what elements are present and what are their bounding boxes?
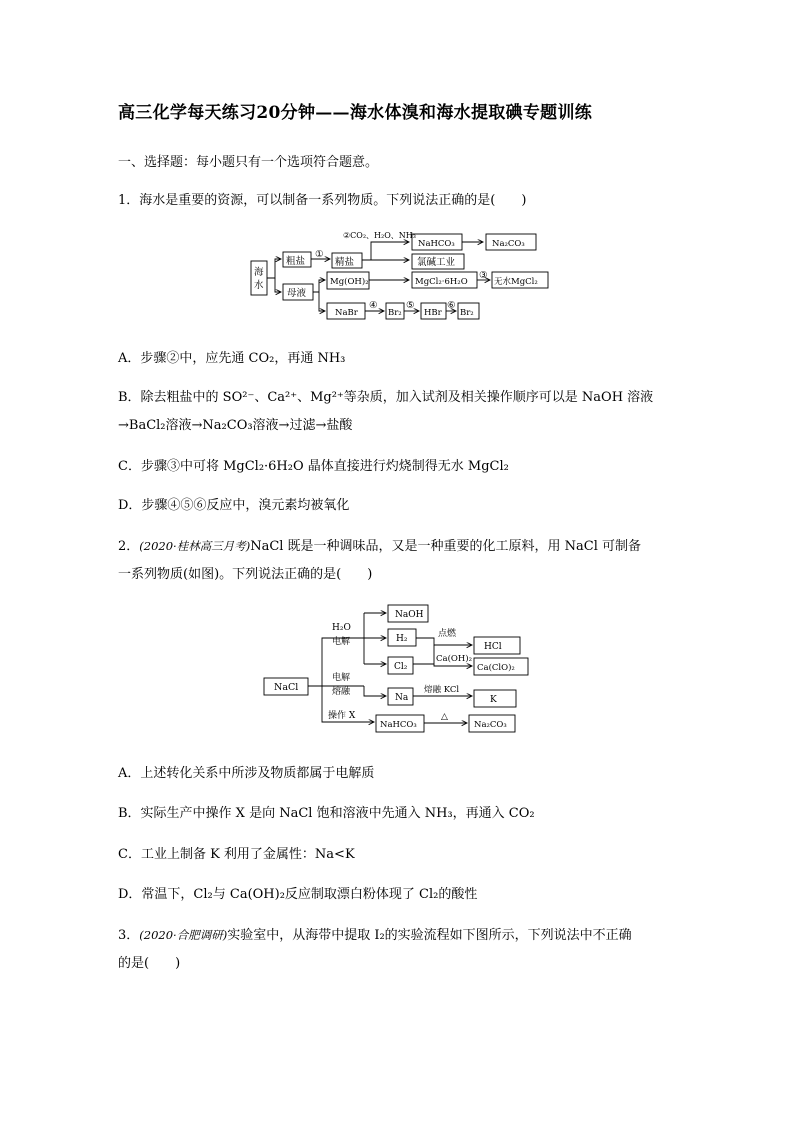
q2-source: (2020·桂林高三月考): [139, 539, 251, 553]
q2-flow-diagram: [262, 600, 532, 740]
q1-option-b-line1: B．除去粗盐中的 SO²⁻、Ca²⁺、Mg²⁺等杂质，加入试剂及相关操作顺序可以是 NaOH 溶液: [118, 390, 654, 405]
q3-number: 3．: [118, 928, 140, 943]
step3-label: ③: [479, 270, 488, 281]
caoh2-label: Ca(OH)₂: [436, 654, 472, 664]
cl2-label: Cl₂: [394, 662, 408, 672]
ignite-label: 点燃: [438, 629, 457, 639]
q1-option-c: C．步骤③中可将 MgCl₂·6H₂O 晶体直接进行灼烧制得无水 MgCl₂: [118, 459, 509, 474]
q2-stem-rest: NaCl 既是一种调味品，又是一种重要的化工原料，用 NaCl 可制备: [250, 539, 642, 554]
anhydrous-mgcl2-label: 无水MgCl₂: [494, 277, 538, 287]
caclo2-label: Ca(ClO)₂: [477, 663, 515, 673]
mgoh2-label: Mg(OH)₂: [330, 277, 369, 287]
nahco3-label: NaHCO₃: [418, 239, 455, 249]
electrolysis2-label: 电解: [332, 673, 351, 683]
crude-salt-label: 粗盐: [286, 256, 306, 267]
hbr-label: HBr: [424, 308, 442, 318]
q2-number: 2．: [118, 539, 140, 554]
na2co3-label-2: Na₂CO₃: [474, 720, 507, 730]
molten-kcl-label: 熔融 KCl: [424, 685, 460, 695]
q1-stem: 1．海水是重要的资源，可以制备一系列物质。下列说法正确的是( ): [118, 193, 527, 208]
na2co3-label: Na₂CO₃: [492, 239, 525, 249]
naoh-label: NaOH: [395, 610, 424, 620]
q2-option-a: A．上述转化关系中所涉及物质都属于电解质: [118, 766, 375, 781]
molten-label: 熔融: [332, 687, 351, 697]
q3-source: (2020·合肥调研): [139, 928, 228, 942]
q3-stem-rest: 实验室中，从海带中提取 I₂的实验流程如下图所示，下列说法中不正确: [227, 928, 632, 943]
h2o-label: H₂O: [332, 623, 351, 633]
q2-stem-line1: [118, 535, 641, 554]
step5-label: ⑤: [406, 300, 415, 311]
br2-label-a: Br₂: [388, 308, 402, 318]
q1-flow-diagram: [245, 224, 565, 326]
mother-liquor-label: 母液: [287, 288, 307, 299]
br2-label-b: Br₂: [460, 308, 474, 318]
section-heading: 一、选择题：每小题只有一个选项符合题意。: [118, 155, 379, 170]
refined-salt-label: 精盐: [335, 257, 355, 268]
nabr-label: NaBr: [335, 308, 358, 318]
q2-option-c: C．工业上制备 K 利用了金属性：Na<K: [118, 847, 355, 862]
q3-stem-line1: [118, 924, 632, 943]
seawater-label-1: 海: [254, 267, 264, 278]
step2-label: ②CO₂、H₂O、NH₃: [343, 231, 416, 240]
na-label: Na: [395, 693, 409, 703]
q2-option-b: B．实际生产中操作 X 是向 NaCl 饱和溶液中先通入 NH₃，再通入 CO₂: [118, 806, 535, 821]
q1-option-a: A．步骤②中，应先通 CO₂，再通 NH₃: [118, 351, 346, 366]
q2-option-d: D．常温下，Cl₂与 Ca(OH)₂反应制取漂白粉体现了 Cl₂的酸性: [118, 887, 478, 902]
seawater-label-2: 水: [254, 280, 264, 291]
h2-label: H₂: [396, 634, 408, 644]
step6-label: ⑥: [447, 300, 456, 311]
electrolysis-label: 电解: [332, 637, 351, 647]
nacl-label: NaCl: [274, 682, 299, 693]
q1-option-b-line2: →BaCl₂溶液→Na₂CO₃溶液→过滤→盐酸: [118, 418, 353, 433]
q2-stem-line2: 一系列物质(如图)。下列说法正确的是( ): [118, 567, 373, 582]
step4-label: ④: [369, 300, 378, 311]
k-label: K: [490, 695, 497, 705]
q3-stem-line2: 的是( ): [118, 956, 181, 971]
q1-option-d: D．步骤④⑤⑥反应中，溴元素均被氧化: [118, 498, 350, 513]
nahco3-label-2: NaHCO₃: [380, 720, 417, 730]
step1-label: ①: [315, 249, 324, 260]
operation-x-label: 操作 X: [328, 711, 356, 721]
mgcl2-hydrate-label: MgCl₂·6H₂O: [415, 277, 468, 287]
page-title: 高三化学每天练习20分钟——海水体溴和海水提取碘专题训练: [118, 103, 593, 123]
hcl-label: HCl: [484, 642, 502, 652]
heat-label: △: [441, 712, 448, 722]
chlor-alkali-label: 氯碱工业: [417, 257, 456, 268]
